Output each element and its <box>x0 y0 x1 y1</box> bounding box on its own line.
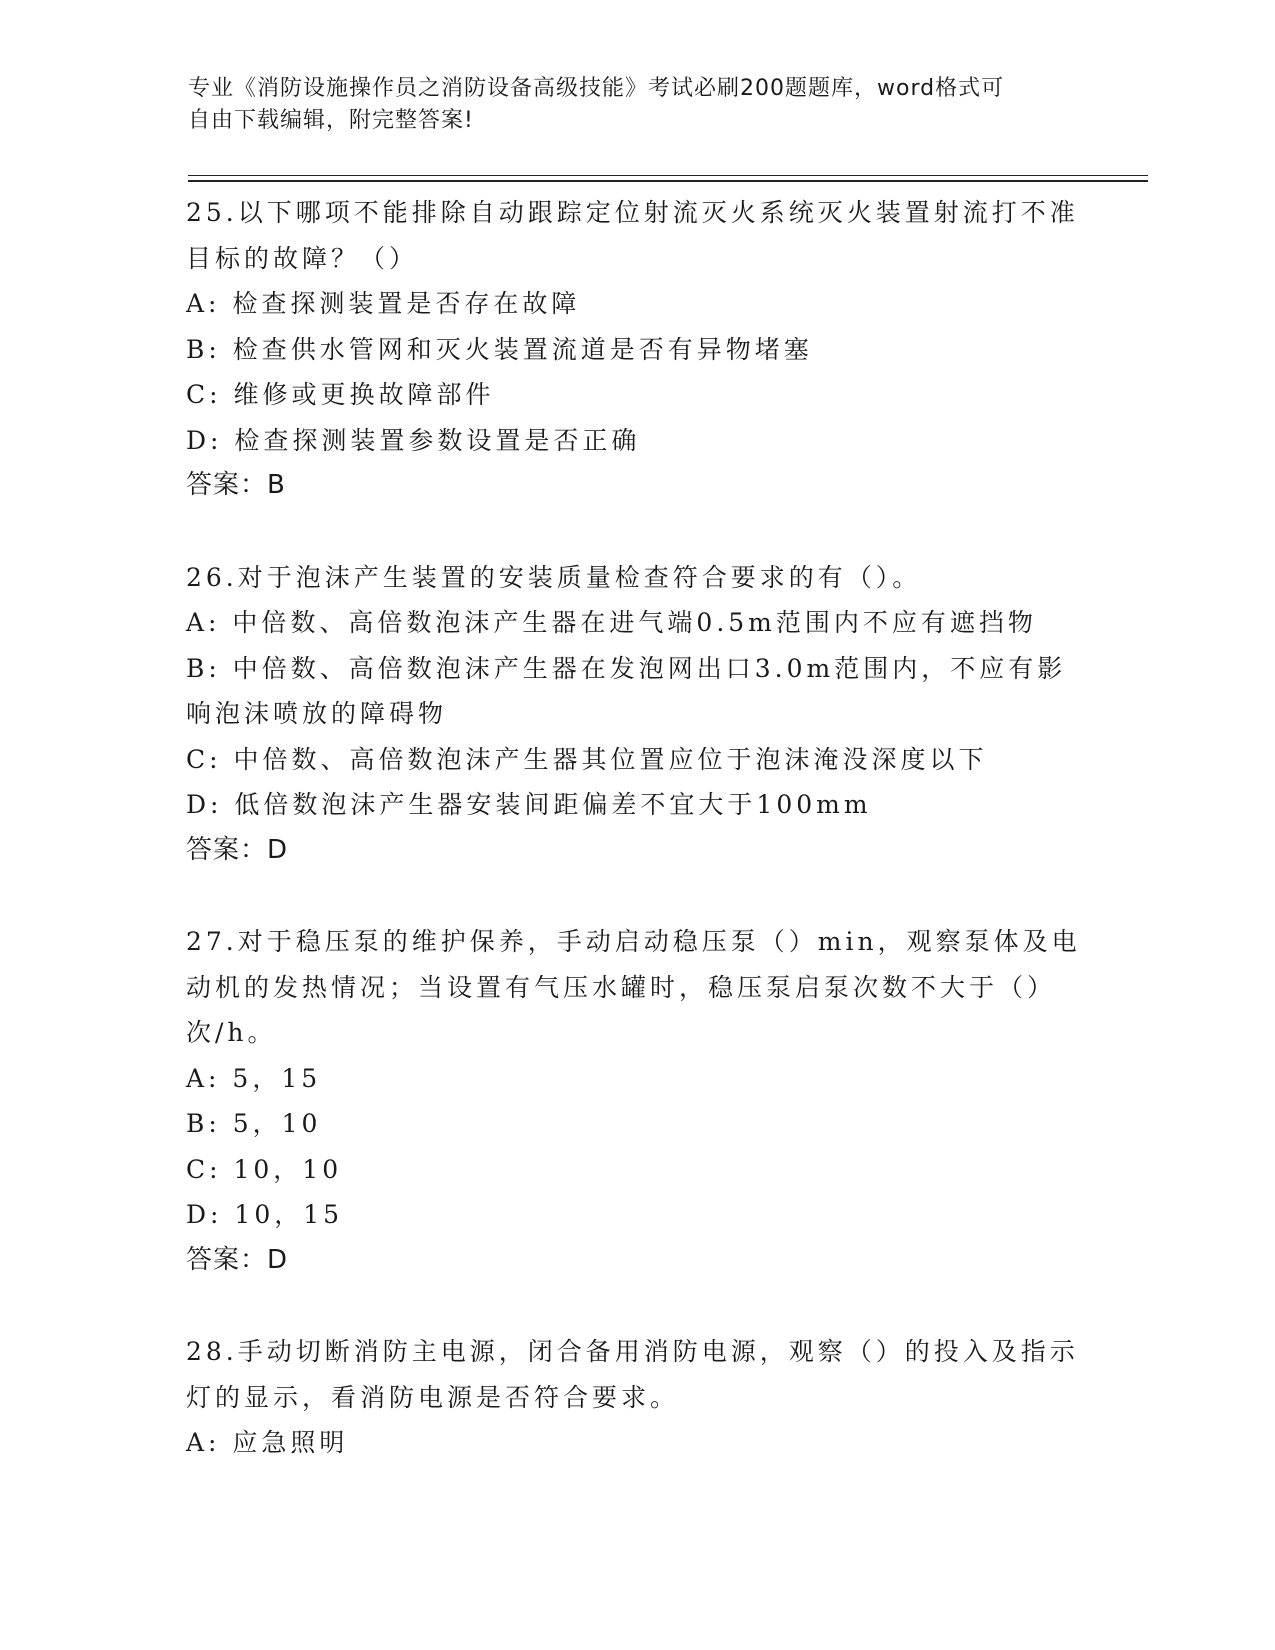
question-text-line: 动机的发热情况；当设置有气压水罐时，稳压泵启泵次数不大于（） <box>186 972 1057 1002</box>
option-b: B: 中倍数、高倍数泡沫产生器在发泡网出口3.0m范围内，不应有影 响泡沫喷放的障碍物 <box>186 653 1067 728</box>
option-a: A: 5，15 <box>186 1063 322 1093</box>
option-a: A: 应急照明 <box>186 1428 349 1457</box>
option-b: B: 检查供水管网和灭火装置流道是否有异物堵塞 <box>186 334 813 364</box>
answer-line: 答案：B <box>186 470 286 500</box>
question-text-line: 28.手动切断消防主电源，闭合备用消防电源，观察（）的投入及指示 <box>186 1337 1079 1366</box>
question-27 <box>186 919 1086 1283</box>
answer-line: 答案：D <box>186 834 289 865</box>
header-line-1: 专业《消防设施操作员之消防设备高级技能》考试必刷200题题库，word格式可 <box>188 76 1005 101</box>
option-c: C: 中倍数、高倍数泡沫产生器其位置应位于泡沫淹没深度以下 <box>186 744 988 774</box>
question-text-line: 27.对于稳压泵的维护保养，手动启动稳压泵（）min，观察泵体及电 <box>186 927 1081 956</box>
question-text-line: 次/h。 <box>186 1018 277 1047</box>
option-d: D: 低倍数泡沫产生器安装间距偏差不宜大于100mm <box>186 790 872 819</box>
header-divider-thin <box>188 175 1148 176</box>
option-d: D: 检查探测装置参数设置是否正确 <box>186 425 641 455</box>
question-25 <box>186 190 1086 509</box>
option-b: B: 5，10 <box>186 1109 322 1138</box>
option-a: A: 检查探测装置是否存在故障 <box>186 289 581 318</box>
document-header <box>188 73 1088 137</box>
option-d: D: 10，15 <box>186 1200 344 1229</box>
option-c: C: 维修或更换故障部件 <box>186 380 495 409</box>
header-line-2: 自由下载编辑，附完整答案! <box>188 108 474 133</box>
question-text-line: 25.以下哪项不能排除自动跟踪定位射流灭火系统灭火装置射流打不准 <box>186 198 1079 227</box>
header-divider-thick <box>188 180 1148 182</box>
question-26 <box>186 555 1086 874</box>
question-list <box>186 190 1086 1512</box>
option-c: C: 10，10 <box>186 1154 343 1184</box>
question-text-line: 目标的故障？（） <box>186 243 419 273</box>
question-28 <box>186 1329 1086 1466</box>
answer-line: 答案：D <box>186 1244 289 1275</box>
question-text-line: 26.对于泡沫产生装置的安装质量检查符合要求的有（）。 <box>186 562 922 592</box>
question-text-line: 灯的显示，看消防电源是否符合要求。 <box>186 1382 680 1412</box>
option-a: A: 中倍数、高倍数泡沫产生器在进气端0.5m范围内不应有遮挡物 <box>186 608 1037 637</box>
